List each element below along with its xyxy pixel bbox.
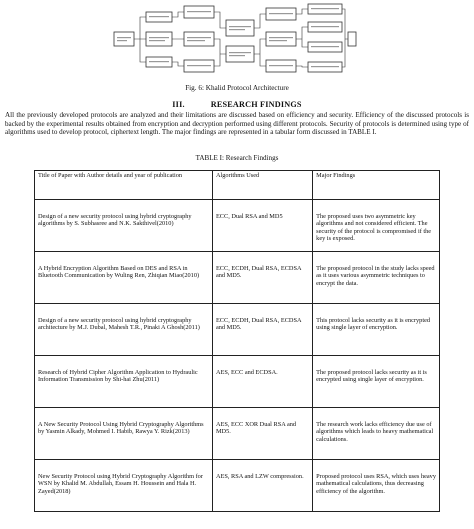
cell-algorithms (212, 408, 312, 460)
cell-findings (313, 460, 440, 512)
cell-findings (313, 252, 440, 304)
architecture-diagram (112, 2, 357, 82)
cell-algorithms (212, 460, 312, 512)
cell-title (35, 356, 213, 408)
table-row (35, 408, 440, 460)
cell-findings (313, 200, 440, 252)
header-findings: Major Findings (313, 171, 440, 200)
cell-algorithms-text: ECC, ECDH, Dual RSA, ECDSA and MD5. (215, 265, 302, 280)
cell-title-text: A Hybrid Encryption Algorithm Based on DES and RSA in Bluetooth Communication by Wuling Ren, Zhiqian Miao(2010) (38, 265, 200, 280)
body-paragraph: All the previously developed protocols are analyzed and their limitations are discussed based on efficiency and security. Efficiency of the discussed protocols is backed by the experimental results obtained from encryption and decryption performed using different protocols. Security of protocols is determined using type of algorithms used to develop protocol, ciphertext length. The major findings are represented in a tabular form discussed in TABLE I. (5, 111, 469, 137)
cell-algorithms (212, 200, 312, 252)
header-algorithms: Algorithms Used (212, 171, 312, 200)
cell-title-text: Design of a new security protocol using hybrid cryptography architecture by M.J. Dubal, Mahesh T.R., Pinaki A Ghosh(2011) (38, 317, 200, 332)
cell-findings-text: The research work lacks efficiency due use of algorithms which leads to heavy mathematical calculations. (316, 421, 434, 443)
table-header-row (35, 171, 440, 200)
cell-findings-text: Proposed protocol uses RSA, which uses heavy mathematical calculations, thus decreasing efficiency of the algorithm. (316, 473, 436, 495)
table-row (35, 460, 440, 512)
header-title: Title of Paper with Author details and year of publication (35, 171, 213, 200)
cell-findings (313, 356, 440, 408)
cell-title-text: Design of a new security protocol using hybrid cryptography algorithms by S. Subhasree and N.K. Sakthivel(2010) (38, 213, 192, 228)
table-row (35, 304, 440, 356)
cell-title-text: Research of Hybrid Cipher Algorithm Application to Hydraulic Information Transmission by Shi-hai Zhu(2011) (38, 369, 198, 384)
cell-algorithms-text: AES, ECC and ECDSA. (215, 369, 278, 376)
section-title: RESEARCH FINDINGS (210, 100, 302, 109)
cell-algorithms (212, 356, 312, 408)
table-caption: TABLE I: Research Findings (195, 154, 279, 162)
cell-algorithms (212, 304, 312, 356)
cell-findings-text: The proposed uses two asymmetric key algorithms and not considered efficient. The security of the protocol is compromised if the key is exposed. (316, 213, 432, 243)
table-row (35, 356, 440, 408)
section-heading (0, 100, 474, 109)
cell-findings-text: The proposed protocol in the study lacks speed as it uses various asymmetric techniques to encrypt the data. (316, 265, 435, 287)
table-row (35, 252, 440, 304)
cell-title-text: New Security Protocol using Hybrid Cryptography Algorithm for WSN by Khalid M. Abdullah, Essam H. Houssein and Hala H. Zayed(2018) (38, 473, 203, 495)
cell-findings (313, 408, 440, 460)
cell-title (35, 304, 213, 356)
cell-algorithms-text: AES, RSA and LZW compression. (215, 473, 304, 480)
cell-title-text: A New Security Protocol Using Hybrid Cryptography Algorithms by Yasmin Alkady, Mohmed I. Habib, Rawya Y. Rizk(2013) (38, 421, 204, 436)
table-row (35, 200, 440, 252)
research-findings-table (34, 170, 440, 512)
cell-findings (313, 304, 440, 356)
cell-findings-text: The proposed protocol lacks security as it is encrypted using single layer of encryption. (316, 369, 427, 384)
cell-algorithms-text: ECC, ECDH, Dual RSA, ECDSA and MD5. (215, 317, 302, 332)
cell-algorithms (212, 252, 312, 304)
section-number: III. (172, 100, 185, 109)
cell-algorithms-text: ECC, Dual RSA and MD5 (215, 213, 283, 220)
cell-findings-text: This protocol lacks security as it is encrypted using single layer of encryption. (316, 317, 431, 332)
cell-algorithms-text: AES, ECC XOR Dual RSA and MD5. (215, 421, 297, 436)
cell-title (35, 200, 213, 252)
cell-title (35, 408, 213, 460)
cell-title (35, 252, 213, 304)
cell-title (35, 460, 213, 512)
figure-caption: Fig. 6: Khalid Protocol Architecture (185, 84, 289, 92)
